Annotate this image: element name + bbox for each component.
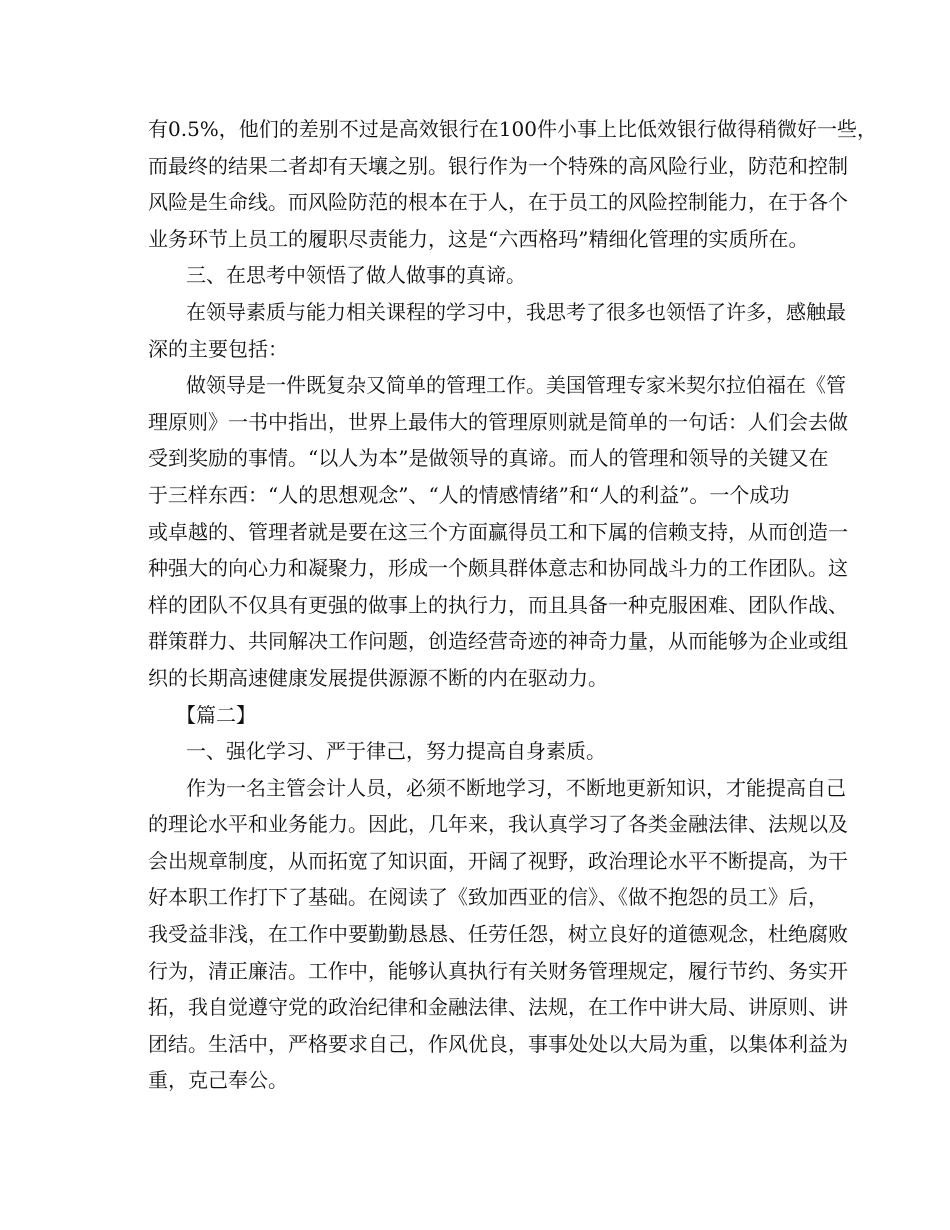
text-line: 织的长期高速健康发展提供源源不断的内在驱动力。 xyxy=(148,665,608,690)
text-line: 种强大的向心力和凝聚力，形成一个颇具群体意志和协同战斗力的工作团队。这 xyxy=(148,556,848,581)
text-line: 的理论水平和业务能力。因此，几年来，我认真学习了各类金融法律、法规以及 xyxy=(148,812,848,837)
text-line: 作为一名主管会计人员，必须不断地学习，不断地更新知识，才能提高自己 xyxy=(186,775,846,800)
text-line: 风险是生命线。而风险防范的根本在于人，在于员工的风险控制能力，在于各个 xyxy=(148,190,848,215)
text-line: 重，克己奉公。 xyxy=(148,1068,288,1093)
text-line: 理原则》一书中指出，世界上最伟大的管理原则就是简单的一句话：人们会去做 xyxy=(148,409,848,434)
text-line: 受到奖励的事情。“以人为本”是做领导的真谛。而人的管理和领导的关键又在 xyxy=(148,446,829,471)
text-line: 行为，清正廉洁。工作中，能够认真执行有关财务管理规定，履行节约、务实开 xyxy=(148,958,848,983)
text-line: 有0.5%，他们的差别不过是高效银行在100件小事上比低效银行做得稍微好一些， xyxy=(148,117,877,141)
text-line: 做领导是一件既复杂又简单的管理工作。美国管理专家米契尔拉伯福在《管 xyxy=(186,373,846,398)
text-line: 会出规章制度，从而拓宽了知识面，开阔了视野，政治理论水平不断提高，为干 xyxy=(148,848,848,873)
text-line: 好本职工作打下了基础。在阅读了《致加西亚的信》、《做不抱怨的员工》后， xyxy=(148,885,828,910)
text-line: 或卓越的、管理者就是要在这三个方面赢得员工和下属的信赖支持，从而创造一 xyxy=(148,519,848,544)
text-line: 群策群力、共同解决工作问题，创造经营奇迹的神奇力量，从而能够为企业或组 xyxy=(148,629,848,654)
text-line: 于三样东西：“人的思想观念”、“人的情感情绪”和“人的利益”。一个成功 xyxy=(148,482,790,507)
text-line: 在领导素质与能力相关课程的学习中，我思考了很多也领悟了许多，感触最 xyxy=(186,299,846,324)
text-line: 深的主要包括： xyxy=(148,336,288,361)
text-line: 业务环节上员工的履职尽责能力，这是“六西格玛”精细化管理的实质所在。 xyxy=(148,226,809,251)
text-line: 而最终的结果二者却有天壤之别。银行作为一个特殊的高风险行业，防范和控制 xyxy=(148,153,848,178)
document-body xyxy=(148,111,877,1099)
text-line: 样的团队不仅具有更强的做事上的执行力，而且具备一种克服困难、团队作战、 xyxy=(148,592,848,617)
text-line: 拓，我自觉遵守党的政治纪律和金融法律、法规，在工作中讲大局、讲原则、讲 xyxy=(148,995,848,1020)
section-heading: 三、在思考中领悟了做人做事的真谛。 xyxy=(186,263,526,288)
section-heading: 一、强化学习、严于律己，努力提高自身素质。 xyxy=(186,739,606,764)
part-heading: 【篇二】 xyxy=(176,702,256,727)
text-line: 团结。生活中，严格要求自己，作风优良，事事处处以大局为重，以集体利益为 xyxy=(148,1031,848,1056)
text-line: 我受益非浅，在工作中要勤勤恳恳、任劳任怨，树立良好的道德观念，杜绝腐败 xyxy=(148,922,848,947)
